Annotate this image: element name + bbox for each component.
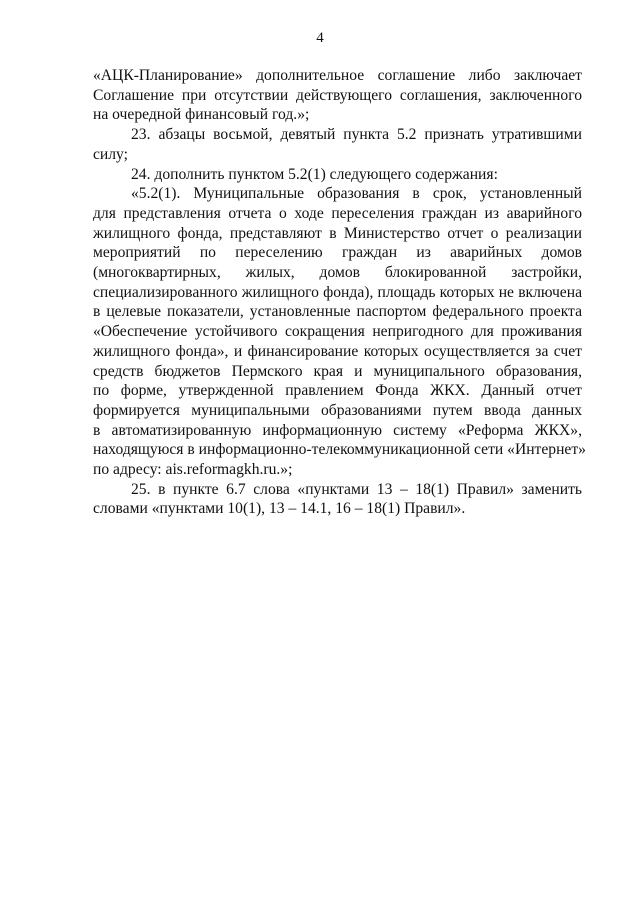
text-line: 23. абзацы восьмой, девятый пункта 5.2 признать утратившими (131, 126, 582, 144)
text-line: 25. в пункте 6.7 слова «пунктами 13 – 18(1) Правил» заменить (131, 480, 582, 498)
text-line: для представления отчета о ходе переселения граждан из аварийного (93, 204, 582, 222)
paragraph-item-25 (93, 480, 582, 519)
text-line: Соглашение при отсутствии действующего соглашения, заключенного (93, 86, 582, 104)
text-line: словами «пунктами 10(1), 13 – 14.1, 16 – 18(1) Правил». (93, 500, 466, 518)
text-line: формируется муниципальными образованиями путем ввода данных (93, 401, 582, 419)
paragraph-continuation (93, 66, 582, 125)
text-line: «АЦК-Планирование» дополнительное соглашение либо заключает (93, 67, 582, 84)
text-line: (многоквартирных, жилых, домов блокированной застройки, (93, 264, 582, 282)
text-line: «Обеспечение устойчивого сокращения непригодного для проживания (93, 323, 582, 341)
paragraph-item-24 (93, 165, 582, 185)
text-line: по адресу: ais.reformagkh.ru.»; (93, 461, 293, 479)
text-line: силу; (93, 145, 128, 163)
text-line: по форме, утвержденной правлением Фонда ЖКХ. Данный отчет (93, 382, 582, 400)
text-line: специализированного жилищного фонда), площадь которых не включена (93, 283, 582, 301)
text-line: «5.2(1). Муниципальные образования в срок, установленный (131, 185, 582, 203)
text-line: в целевые показатели, установленные паспортом федерального проекта (93, 303, 582, 321)
text-line: жилищного фонда, представляют в Министерство отчет о реализации (93, 224, 582, 242)
text-line: средств бюджетов Пермского края и муниципального образования, (93, 362, 582, 380)
text-line: мероприятий по переселению граждан из аварийных домов (93, 244, 582, 262)
paragraph-item-23 (93, 125, 582, 164)
text-line: в автоматизированную информационную систему «Реформа ЖКХ», (93, 421, 582, 439)
text-line: жилищного фонда», и финансирование которых осуществляется за счет (93, 342, 582, 360)
text-line: 24. дополнить пунктом 5.2(1) следующего содержания: (131, 165, 498, 183)
page-number: 4 (316, 30, 324, 46)
paragraph-item-5-2-1 (93, 184, 586, 480)
document-body (93, 66, 586, 519)
text-line: на очередной финансовый год.»; (93, 106, 310, 124)
text-line: находящуюся в информационно-телекоммуникационной сети «Интернет» (93, 441, 586, 459)
